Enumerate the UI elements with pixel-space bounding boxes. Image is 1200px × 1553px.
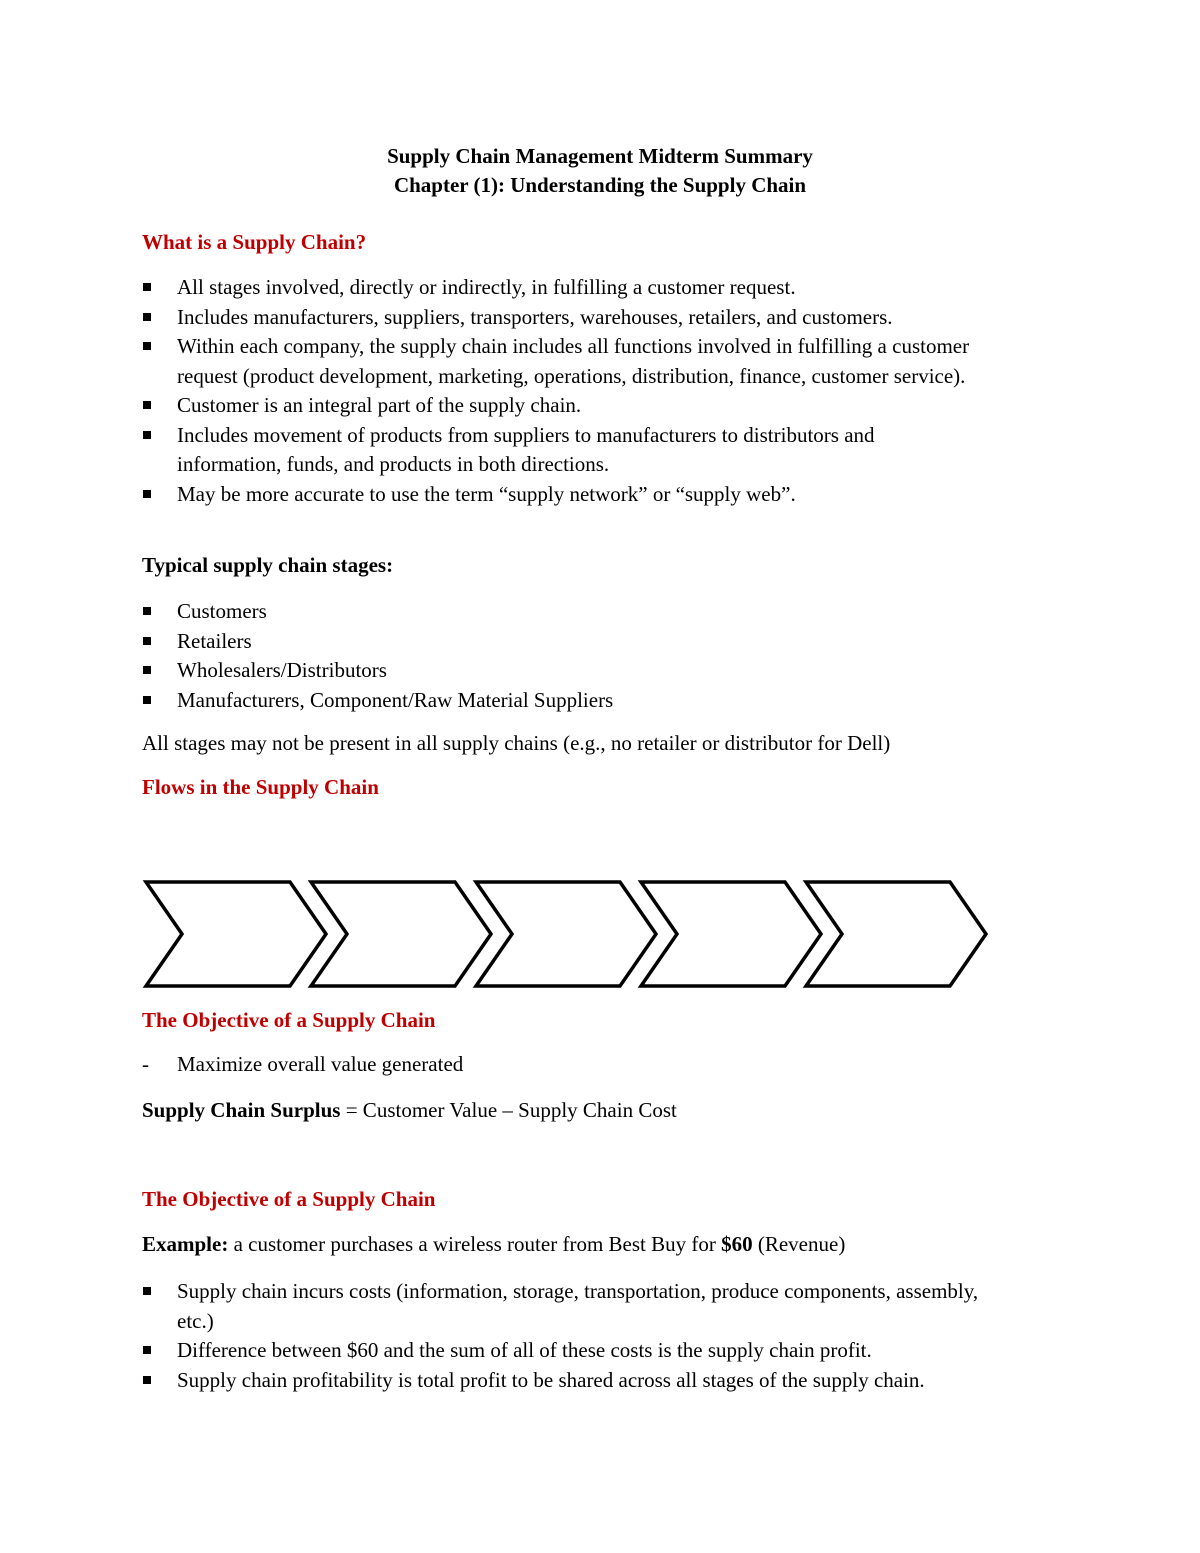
objective-dash-item: - Maximize overall value generated xyxy=(142,1052,464,1076)
example-paragraph: Example: a customer purchases a wireless router from Best Buy for $60 (Revenue) xyxy=(142,1232,846,1256)
chevron-shape-1 xyxy=(146,882,326,986)
bullet-icon xyxy=(143,696,151,704)
dash-icon: - xyxy=(142,1052,149,1076)
bullet-icon xyxy=(143,342,151,350)
section-heading-objective-1: The Objective of a Supply Chain xyxy=(142,1008,436,1032)
list-item: Supply chain incurs costs (information, storage, transportation, produce components, assembly, etc.) xyxy=(142,1277,997,1336)
list-item: Supply chain profitability is total profit to be shared across all stages of the supply chain. xyxy=(142,1366,1077,1396)
chevron-shape-3 xyxy=(476,882,656,986)
definition-bullet-list xyxy=(142,273,1017,509)
list-item: Includes manufacturers, suppliers, transporters, warehouses, retailers, and customers. xyxy=(142,303,1017,333)
title-line-2: Chapter (1): Understanding the Supply Chain xyxy=(393,173,807,197)
bullet-icon xyxy=(143,1287,151,1295)
profit-bullet-list xyxy=(142,1277,1077,1395)
list-item: Includes movement of products from suppliers to manufacturers to distributors and information, funds, and products in both directions. xyxy=(142,421,977,480)
list-item: Within each company, the supply chain includes all functions involved in fulfilling a customer request (product development, marketing, operations, distribution, finance, customer service). xyxy=(142,332,977,391)
bullet-icon xyxy=(143,1346,151,1354)
chevron-shape-5 xyxy=(806,882,986,986)
bullet-icon xyxy=(143,1376,151,1384)
list-item: Wholesalers/Distributors xyxy=(142,656,1017,686)
list-item: Difference between $60 and the sum of all of these costs is the supply chain profit. xyxy=(142,1336,1017,1366)
bullet-icon xyxy=(143,607,151,615)
list-item: Retailers xyxy=(142,627,1017,657)
document-title xyxy=(0,142,1200,200)
bullet-icon xyxy=(143,401,151,409)
list-item: May be more accurate to use the term “supply network” or “supply web”. xyxy=(142,480,1017,510)
bullet-icon xyxy=(143,283,151,291)
formula-label: Supply Chain Surplus xyxy=(142,1098,341,1122)
bullet-icon xyxy=(143,637,151,645)
bullet-icon xyxy=(143,666,151,674)
surplus-formula xyxy=(142,1098,677,1123)
flow-chevron-diagram xyxy=(140,876,1000,992)
list-item: Customers xyxy=(142,597,1017,627)
section-heading-what-is-supply-chain: What is a Supply Chain? xyxy=(142,230,367,254)
chevron-shape-2 xyxy=(311,882,491,986)
formula-expression: = Customer Value – Supply Chain Cost xyxy=(340,1098,677,1122)
stages-heading: Typical supply chain stages: xyxy=(142,553,394,577)
title-line-1: Supply Chain Management Midterm Summary xyxy=(387,144,813,168)
list-item: Manufacturers, Component/Raw Material Suppliers xyxy=(142,686,1017,716)
list-item: All stages involved, directly or indirectly, in fulfilling a customer request. xyxy=(142,273,1017,303)
stages-note: All stages may not be present in all supply chains (e.g., no retailer or distributor for Dell) xyxy=(142,731,891,755)
section-heading-objective-2: The Objective of a Supply Chain xyxy=(142,1187,436,1211)
bullet-icon xyxy=(143,490,151,498)
chevron-shape-4 xyxy=(641,882,821,986)
bullet-icon xyxy=(143,313,151,321)
stages-bullet-list xyxy=(142,597,1017,715)
example-amount: $60 xyxy=(721,1232,753,1256)
section-heading-flows: Flows in the Supply Chain xyxy=(142,775,379,799)
bullet-icon xyxy=(143,431,151,439)
example-label: Example: xyxy=(142,1232,229,1256)
list-item: Customer is an integral part of the supply chain. xyxy=(142,391,1017,421)
